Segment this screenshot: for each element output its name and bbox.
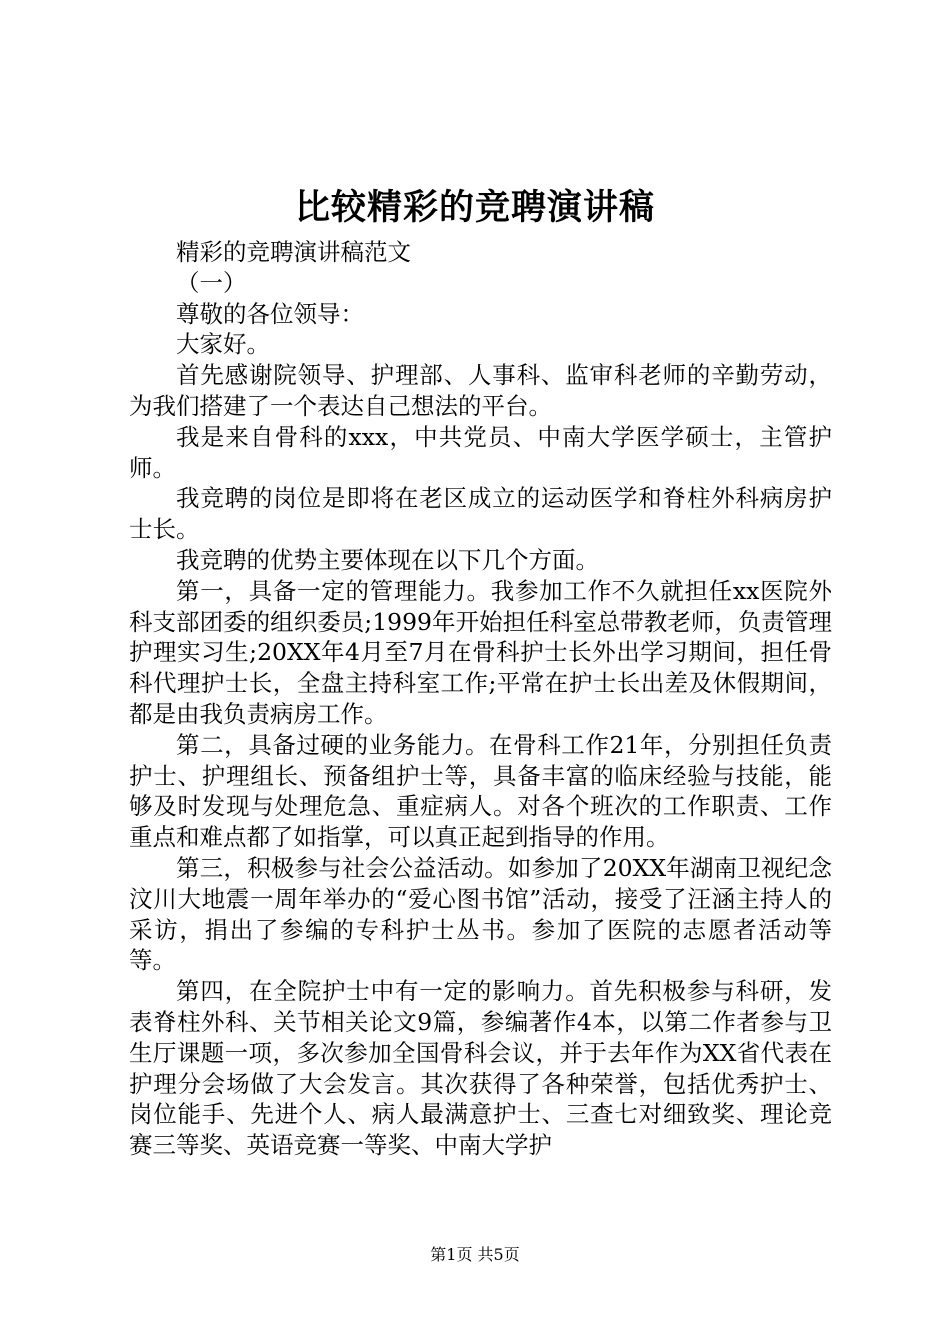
paragraph-position: 我竞聘的岗位是即将在老区成立的运动医学和脊柱外科病房护士长。 xyxy=(129,484,832,544)
page-title: 比较精彩的竞聘演讲稿 xyxy=(294,187,655,228)
paragraph-subtitle: 精彩的竞聘演讲稿范文 xyxy=(176,238,411,266)
paragraph-advantages-intro: 我竞聘的优势主要体现在以下几个方面。 xyxy=(176,545,599,574)
paragraph-point-two: 第二，具备过硬的业务能力。在骨科工作21年，分别担任负责护士、护理组长、预备组护士等，具备丰富的临床经验与技能，能够及时发现与处理危急、重症病人。对各个班次的工作职责、工作重点和难点都了如指掌，可以真正起到指导的作用。 xyxy=(129,730,832,852)
page-footer: 第1页 共5页 xyxy=(430,1245,520,1264)
paragraph-point-four: 第四，在全院护士中有一定的影响力。首先积极参与科研，发表脊柱外科、关节相关论文9篇，参编著作4本，以第二作者参与卫生厅课题一项，多次参加全国骨科会议，并于去年作为XX省代表在护理分会场做了大会发言。其次获得了各种荣誉，包括优秀护士、岗位能手、先进个人、病人最满意护士、三查七对细致奖、理论竞赛三等奖、英语竞赛一等奖、中南大学护 xyxy=(129,977,832,1160)
paragraph-point-three: 第三，积极参与社会公益活动。如参加了20XX年湖南卫视纪念汶川大地震一周年举办的“爱心图书馆”活动，接受了汪涵主持人的采访，捐出了参编的专科护士丛书。参加了医院的志愿者活动等等。 xyxy=(129,853,832,975)
document-body xyxy=(129,237,832,1161)
paragraph-section-number: （一） xyxy=(176,268,247,297)
paragraph-point-one: 第一，具备一定的管理能力。我参加工作不久就担任xx医院外科支部团委的组织委员;1999年开始担任科室总带教老师，负责管理护理实习生;20XX年4月至7月在骨科护士长外出学习期间，担任骨科代理护士长，全盘主持科室工作;平常在护士长出差及休假期间，都是由我负责病房工作。 xyxy=(129,576,832,728)
paragraph-greeting: 大家好。 xyxy=(176,330,270,359)
paragraph-thanks: 首先感谢院领导、护理部、人事科、监审科老师的辛勤劳动，为我们搭建了一个表达自己想法的平台。 xyxy=(129,361,832,420)
paragraph-self-intro: 我是来自骨科的xxx，中共党员、中南大学医学硕士，主管护师。 xyxy=(129,422,832,482)
paragraph-salutation: 尊敬的各位领导： xyxy=(176,299,364,328)
